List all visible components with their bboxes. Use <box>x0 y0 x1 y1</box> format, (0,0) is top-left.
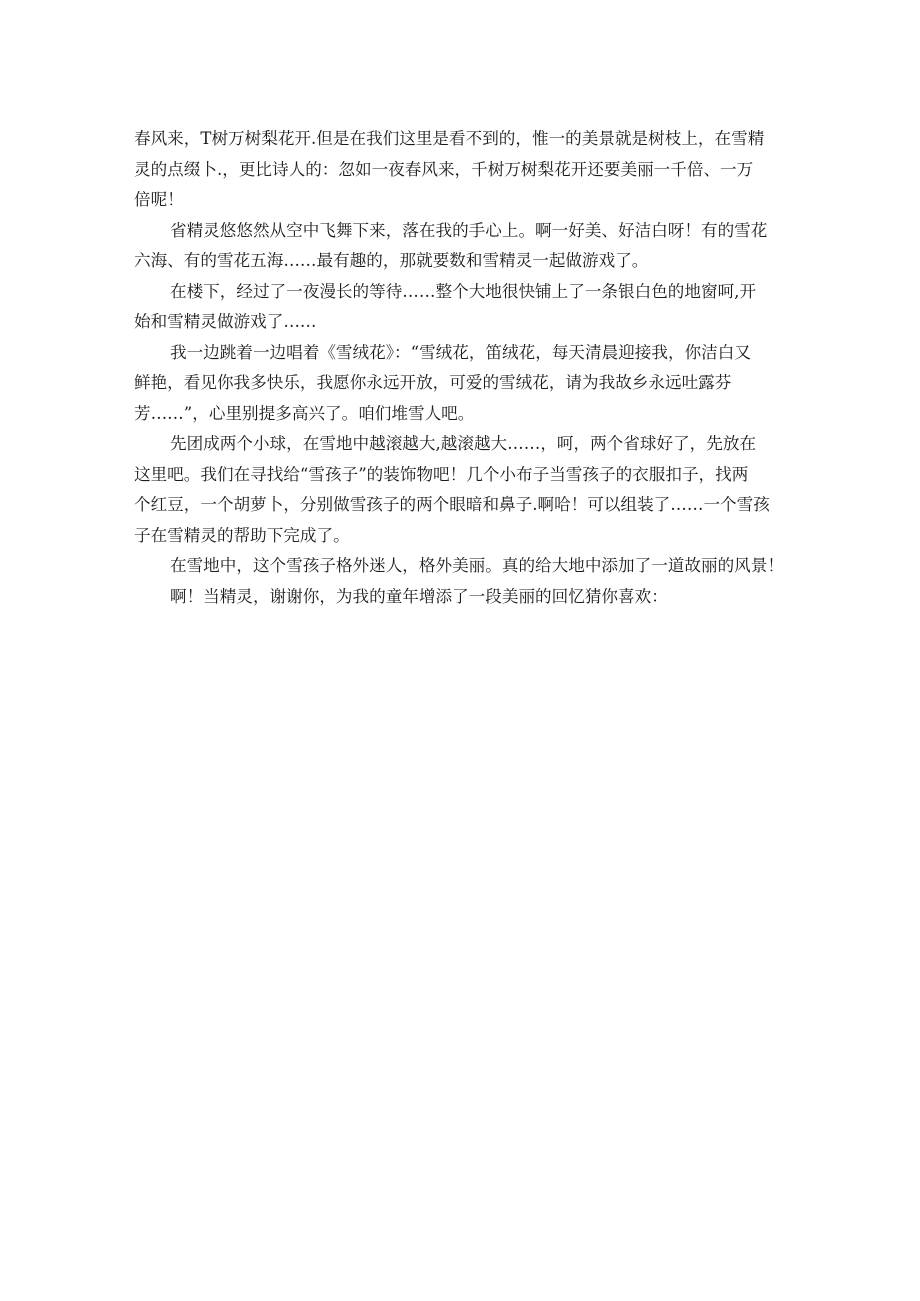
text-line: 我一边跳着一边唱着《雪绒花》：“雪绒花，笛绒花，每天清晨迎接我，你洁白又 <box>170 342 751 362</box>
paragraph-5 <box>134 429 784 551</box>
document-body <box>134 124 784 612</box>
paragraph-3 <box>134 277 784 338</box>
text-line: 子在雪精灵的帮助下完成了。 <box>134 525 350 545</box>
text-line: 啊！当精灵，谢谢你，为我的童年增添了一段美丽的回忆猜你喜欢： <box>170 586 668 606</box>
paragraph-7 <box>134 582 784 613</box>
paragraph-6 <box>134 551 784 582</box>
text-line: 鲜艳，看见你我多快乐，我愿你永远开放，可爱的雪绒花，请为我故乡永远吐露芬 <box>134 373 732 392</box>
paragraph-2 <box>134 216 784 277</box>
text-line: 个红豆，一个胡萝卜，分别做雪孩子的两个眼暗和鼻子.啊哈！可以组装了……一个雪孩 <box>134 495 770 514</box>
text-line: 六海、有的雪花五海……最有趣的，那就要数和雪精灵一起做游戏了。 <box>134 251 649 270</box>
text-line: 在楼下，经过了一夜漫长的等待……整个大地很快铺上了一条银白色的地窗呵,开 <box>170 281 757 301</box>
text-line: 灵的点缀卜.，更比诗人的：忽如一夜春风来，千树万树梨花开还要美丽一千倍、一万 <box>134 159 754 179</box>
paragraph-4 <box>134 338 784 430</box>
paragraph-1 <box>134 124 784 216</box>
text-line: 这里吧。我们在寻找给“雪孩子”的装饰物吧！几个小布子当雪孩子的衣服扣子，找两 <box>134 464 749 484</box>
text-line: 省精灵悠悠然从空中飞舞下来，落在我的手心上。啊一好美、好洁白呀！有的雪花 <box>170 220 768 240</box>
text-line: 始和雪精灵做游戏了…… <box>134 312 317 331</box>
text-line: 春风来，T树万树梨花开.但是在我们这里是看不到的，惟一的美景就是树枝上，在雪精 <box>134 129 765 148</box>
text-line: 在雪地中，这个雪孩子格外迷人，格外美丽。真的给大地中添加了一道故丽的风景！ <box>170 556 784 575</box>
text-line: 先团成两个小球，在雪地中越滚越大,越滚越大……，呵，两个省球好了，先放在 <box>170 434 757 453</box>
text-line: 倍呢！ <box>134 190 184 209</box>
text-line: 芳……”，心里别提多高兴了。咱们堆雪人吧。 <box>134 403 475 423</box>
